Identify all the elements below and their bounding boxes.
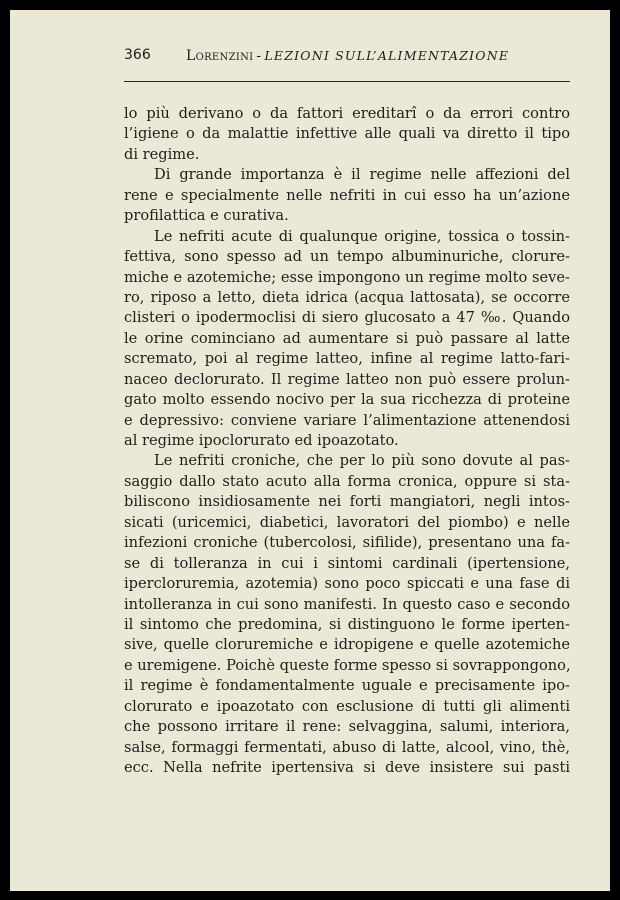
text-line: clorurato e ipoazotato con esclusione di tutti gli alimenti [124,697,570,715]
text-line: scremato, poi al regime latteo, infine al regime latto-fari- [124,350,570,368]
text-line: saggio dallo stato acuto alla forma cronica, oppure si sta- [124,472,570,490]
author-name: Lorenzini [186,48,254,64]
text-line: il sintomo che predomina, si distinguono le forme iperten- [124,615,570,633]
text-line: fettiva, sono spesso ad un tempo albuminuriche, clorure- [124,248,570,266]
header-rule [124,81,570,82]
text-line: ro, riposo a letto, dieta idrica (acqua lattosata), se occorre [124,288,570,306]
text-line: Di grande importanza è il regime nelle affezioni del [154,166,570,184]
text-line: naceo declorurato. Il regime latteo non può essere prolun- [124,370,570,388]
text-line: e uremigene. Poichè queste forme spesso si sovrappongono, [124,656,571,674]
body-text [124,104,570,778]
text-line: se di tolleranza in cui i sintomi cardinali (ipertensione, [124,554,570,572]
text-line: sicati (uricemici, diabetici, lavoratori del piombo) e nelle [124,513,570,531]
text-line: di regime. [124,145,200,163]
text-line: rene e specialmente nelle nefriti in cui esso ha un’azione [124,186,570,204]
text-line: intolleranza in cui sono manifesti. In questo caso e secondo [124,595,570,613]
title-separator: - [256,48,262,64]
text-line: il regime è fondamentalmente uguale e precisamente ipo- [124,677,570,695]
text-line: sive, quelle cloruremiche e idropigene e quelle azotemiche [124,636,570,654]
text-line: ipercloruremia, azotemia) sono poco spiccati e una fase di [124,575,570,593]
text-line: che possono irritare il rene: selvaggina, salumi, interiora, [124,718,570,736]
book-page [10,10,610,891]
running-head [124,47,570,73]
text-line: le orine cominciano ad aumentare si può passare al latte [124,329,570,347]
text-line: profilattica e curativa. [124,207,289,225]
text-line: al regime ipoclorurato ed ipoazotato. [124,432,399,449]
text-line: e depressivo: conviene variare l’alimentazione attenendosi [124,411,570,429]
text-line: gato molto essendo nocivo per la sua ricchezza di proteine [124,391,570,409]
text-line: infezioni croniche (tubercolosi, sifilide), presentano una fa- [124,534,570,552]
text-line: Le nefriti acute di qualunque origine, tossica o tossin- [154,227,570,245]
text-line: miche e azotemiche; esse impongono un regime molto seve- [124,268,570,286]
text-line: salse, formaggi fermentati, abuso di latte, alcool, vino, thè, [124,738,570,756]
running-title [186,48,509,64]
text-line: Le nefriti croniche, che per lo più sono dovute al pas- [154,452,570,470]
text-line: biliscono insidiosamente nei forti mangiatori, negli intos- [124,493,570,511]
book-title: LEZIONI SULL’ALIMENTAZIONE [264,48,510,63]
text-line: ecc. Nella nefrite ipertensiva si deve insistere sui pasti [124,759,570,776]
page-number: 366 [124,47,151,63]
text-line: lo più derivano o da fattori ereditarî o da errori contro [124,105,570,122]
text-line: l’igiene o da malattie infettive alle quali va diretto il tipo [124,125,570,143]
text-line: clisteri o ipodermoclisi di siero glucosato a 47 ‰. Quando [124,309,570,327]
